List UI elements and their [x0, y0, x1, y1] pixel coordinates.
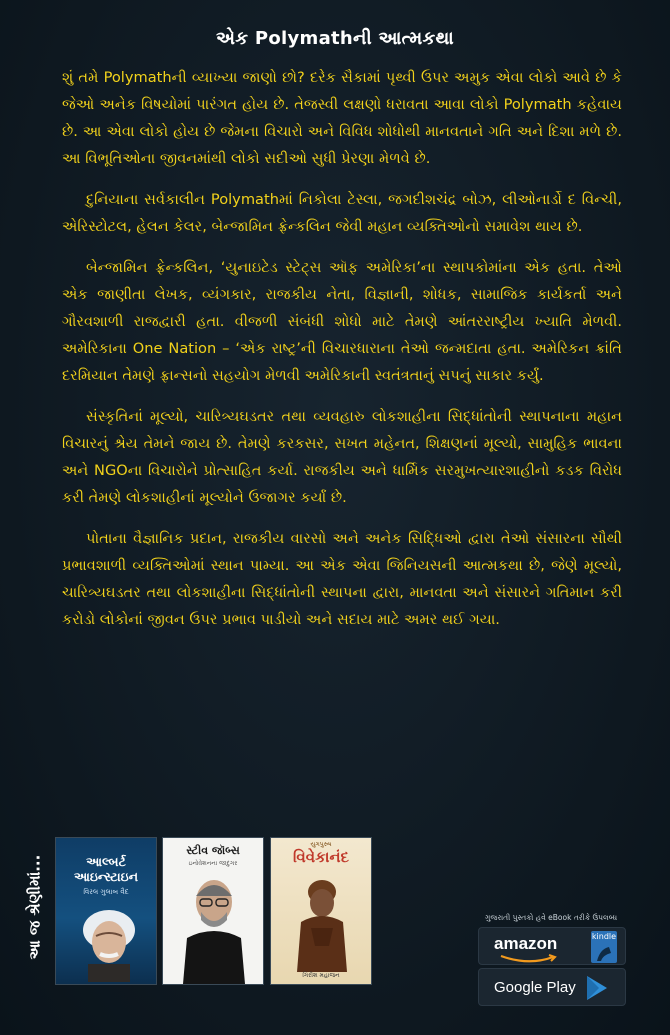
paragraph-4: સંસ્કૃતિનાં મૂલ્યો, ચારિત્ર્યઘડતર તથા વ્યવહારુ લોકશાહીના સિદ્ધાંતોની સ્થાપનાના મહાન વિચારનું શ્રેય તેમને જાય છે. તેમણે કરકસર, સખત મહેનત, શિક્ષણનાં મૂલ્યો, સામુહિક ભાવના અને NGOના વિચારોને પ્રોત્સાહિત કર્યા. રાજકીય અને ધાર્મિક સરમુખત્યારશાહીનો કડક વિરોધ કરી તેમણે લોકશાહીનાં મૂલ્યોને ઉજાગર કર્યાં છે. [62, 408, 622, 506]
book-cover-steve-jobs[interactable] [162, 837, 264, 985]
steve-jobs-portrait [177, 872, 251, 984]
amazon-kindle-button[interactable] [478, 927, 626, 965]
book-cover-vivekananda[interactable] [270, 837, 372, 985]
kindle-label: kindle [591, 932, 617, 941]
book-cover-einstein[interactable] [55, 837, 157, 985]
series-label-text: આ જ શ્રેણીમાં... [25, 854, 44, 960]
google-play-icon [585, 975, 609, 1001]
blurb-text [62, 64, 622, 647]
book-title-line1: આલ્બર્ટ [86, 854, 126, 869]
paragraph-3: બેન્જામિન ફ્રેન્કલિન, ‘યુનાઇટેડ સ્ટેટ્સ ઑફ અમેરિકા’ના સ્થાપકોમાંના એક હતા. તેઓ એક જાણીતા લેખક, વ્યંગકાર, રાજકીય નેતા, વિજ્ઞાની, શોધક, સામાજિક કાર્યકર્તા અને ગૌરવશાળી રાજદ્વારી હતા. વીજળી સંબંધી શોધો માટે તેમણે આંતરરાષ્ટ્રીય ખ્યાતિ મેળવી. અમેરિકાના One Nation – ‘એક રાષ્ટ્ર’ની વિચારધારાના તેઓ જન્મદાતા હતા. અમેરિકન ક્રાંતિ દરમિયાન તેમણે ફ્રાન્સનો સહયોગ મેળવી અમેરિકાની સ્વતંત્રતાનું સપનું સાકાર કર્યું. [62, 259, 622, 384]
series-label [14, 832, 54, 982]
book-author: વિરલ ગુલાબ વૈદ [83, 888, 129, 896]
paragraph-1: શું તમે Polymathની વ્યાખ્યા જાણો છો? દરેક સૈકામાં પૃથ્વી ઉપર અમુક એવા લોકો આવે છે કે જેઓ અનેક વિષયોમાં પારંગત હોય છે. તેજસ્વી લક્ષણો ધરાવતા આવા લોકો Polymath કહેવાય છે. આ એવા લોકો હોય છે જેમના વિચારો અને વિવિધ શોધોથી માનવતાને ગતિ અને દિશા મળે છે. આ વિભૂતિઓના જીવનમાંથી લોકો સદીઓ સુધી પ્રેરણા મેળવે છે. [62, 69, 622, 167]
amazon-smile-icon [499, 954, 559, 964]
google-play-label: Google Play [494, 979, 576, 996]
book-author: ગિરીશ મહાજન [302, 972, 340, 979]
einstein-portrait [78, 906, 140, 982]
book-title-line2: આઇન્સ્ટાઇન [73, 869, 139, 884]
book-title: સ્ટીવ જૉબ્સ [186, 844, 240, 857]
book-subtitle: ઇનોવેશનના જાદુગર [188, 860, 238, 867]
page-title: એક Polymathની આત્મકથા [215, 28, 455, 49]
ebook-caption: ગુજરાતી પુસ્તકો હવે eBook તરીકે ઉપલબ્ધ [484, 913, 618, 922]
google-play-button[interactable] [478, 968, 626, 1006]
vivekananda-portrait [291, 876, 353, 972]
paragraph-2: દુનિયાના સર્વકાલીન Polymathમાં નિકોલા ટેસ્લા, જગદીશચંદ્ર બોઝ, લીઓનાર્ડો દ વિન્ચી, એરિસ્ટોટલ, હેલન કેલર, બેન્જામિન ફ્રેન્કલિન જેવી મહાન વ્યક્તિઓનો સમાવેશ થાય છે. [62, 191, 622, 235]
book-tagline: યુગપુરુષ [310, 841, 332, 848]
amazon-logo: amazon [494, 934, 558, 953]
book-title: વિવેકાનંદ [293, 848, 349, 866]
book-title [56, 854, 156, 884]
paragraph-5: પોતાના વૈજ્ઞાનિક પ્રદાન, રાજકીય વારસો અને અનેક સિદ્ધિઓ દ્વારા તેઓ સંસારના સૌથી પ્રભાવશાળી વ્યક્તિઓમાં સ્થાન પામ્યા. આ એક એવા જિનિયસની આત્મકથા છે, જેણે મૂલ્યો, ચારિત્ર્યઘડતર તથા લોકશાહીના સિદ્ધાંતોની સ્થાપના દ્વારા, માનવતા અને સંસારને ગતિમાન કરી કરોડો લોકોનાં જીવન ઉપર પ્રભાવ પાડીયો અને સદાય માટે અમર થઈ ગયા. [62, 530, 622, 628]
